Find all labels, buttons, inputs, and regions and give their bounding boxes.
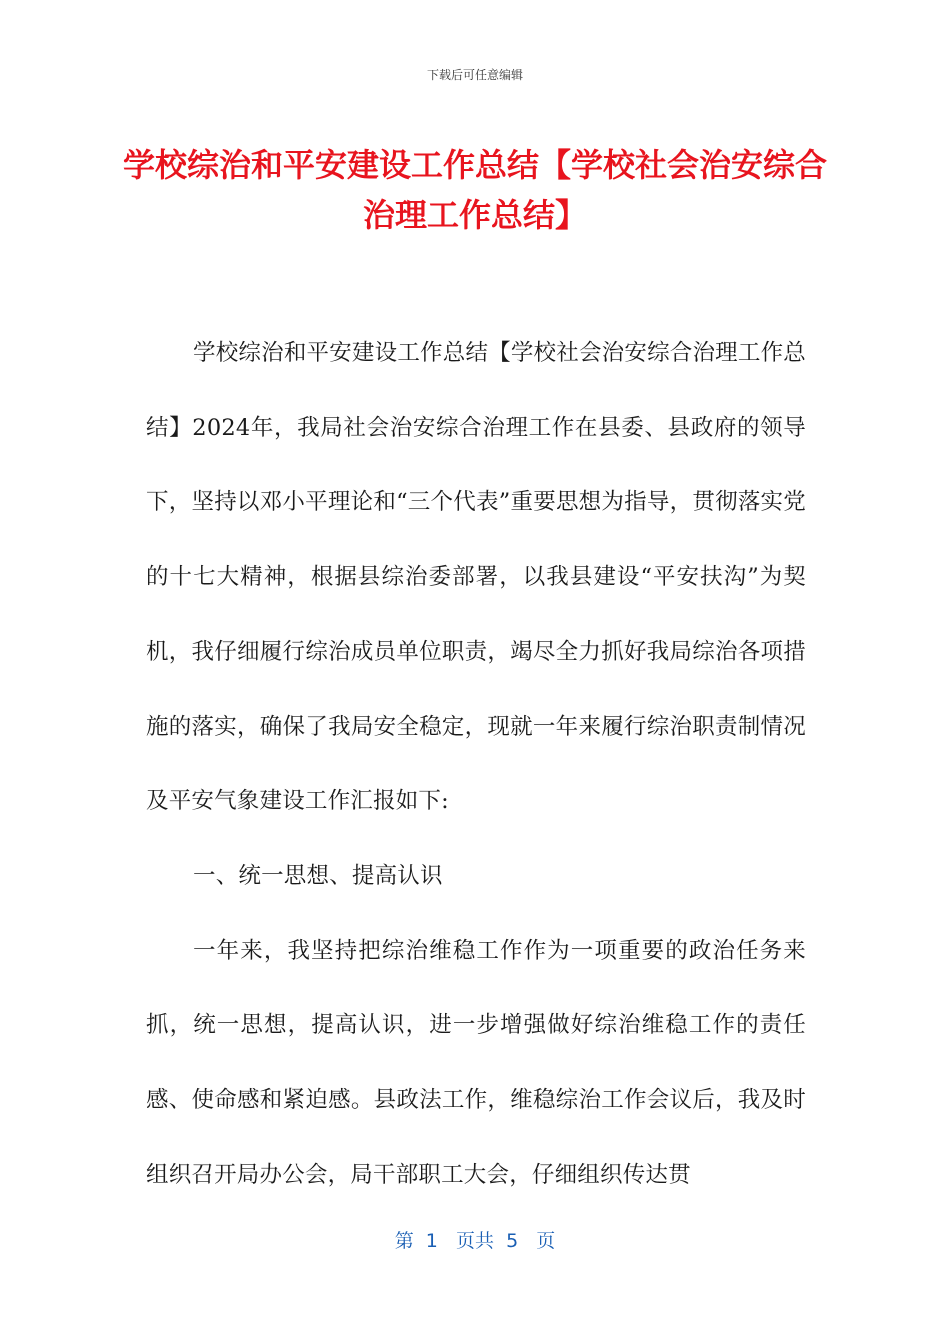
paragraph-intro: 学校综治和平安建设工作总结【学校社会治安综合治理工作总结】2024年，我局社会治安综合治理工作在县委、县政府的领导下，坚持以邓小平理论和“三个代表”重要思想为指导，贯彻落实党的十七大精神，根据县综治委部署，以我县建设“平安扶沟”为契机，我仔细履行综治成员单位职责，竭尽全力抓好我局综治各项措施的落实，确保了我局安全稳定，现就一年来履行综治职责制情况及平安气象建设工作汇报如下:	[146, 340, 806, 815]
paragraph-section-1: 一年来，我坚持把综治维稳工作作为一项重要的政治任务来抓，统一思想，提高认识，进一步增强做好综治维稳工作的责任感、使命感和紧迫感。县政法工作，维稳综治工作会议后，我及时组织召开局办公会，局干部职工大会，仔细组织传达贯	[146, 937, 806, 1188]
document-title: 学校综治和平安建设工作总结【学校社会治安综合治理工作总结】	[122, 146, 827, 234]
page-number-footer: 第 1 页共 5 页	[394, 1230, 556, 1252]
document-body	[146, 316, 806, 1212]
section-heading-1: 一、统一思想、提高认识	[193, 862, 443, 889]
page-header-note: 下载后可任意编辑	[426, 68, 523, 82]
